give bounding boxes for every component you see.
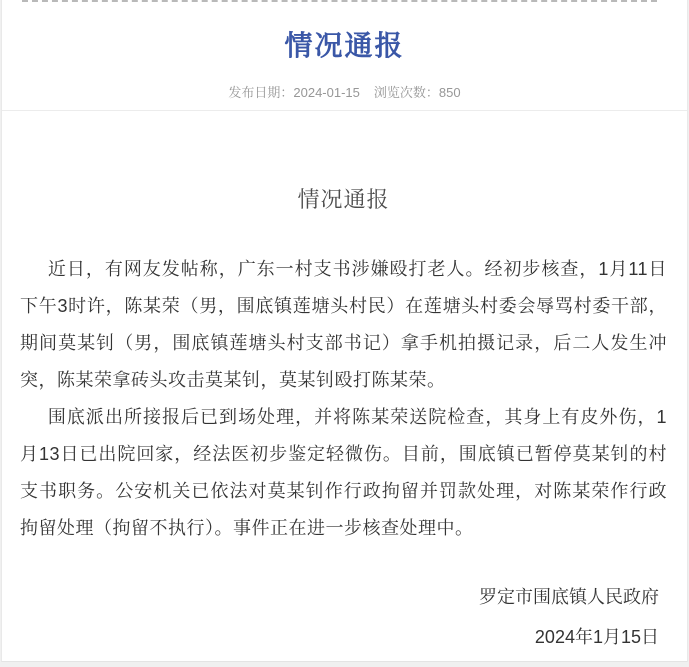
header-divider	[2, 110, 687, 111]
issue-date: 2024年1月15日	[534, 627, 659, 647]
article-title: 情况通报	[297, 187, 390, 212]
signature-block	[20, 583, 667, 651]
article-body	[20, 251, 667, 547]
publish-date-label: 发布日期：	[228, 85, 294, 100]
publish-date-value: 2024-01-15	[293, 85, 360, 100]
page-title: 情况通报	[284, 30, 405, 61]
meta-line	[2, 84, 687, 102]
notice-article	[2, 185, 687, 651]
notice-card	[1, 0, 688, 662]
top-dashed-divider	[22, 0, 657, 4]
views-label: 浏览次数：	[373, 85, 439, 100]
article-paragraph-2: 围底派出所接报后已到场处理，并将陈某荣送院检查，其身上有皮外伤，1月13日已出院回家，经法医初步鉴定轻微伤。目前，围底镇已暂停莫某钊的村支书职务。公安机关已依法对莫某钊作行政拘留并罚款处理，对陈某荣作行政拘留处理（拘留不执行）。事件正在进一步核查处理中。	[20, 407, 667, 538]
article-paragraph-1: 近日，有网友发帖称，广东一村支书涉嫌殴打老人。经初步核查，1月11日下午3时许，陈某荣（男，围底镇莲塘头村民）在莲塘头村委会辱骂村委干部，期间莫某钊（男，围底镇莲塘头村支部书记）拿手机拍摄记录，后二人发生冲突，陈某荣拿砖头攻击莫某钊，莫某钊殴打陈某荣。	[20, 259, 667, 390]
issuing-authority: 罗定市围底镇人民政府	[479, 587, 659, 607]
views-count: 850	[438, 85, 461, 100]
